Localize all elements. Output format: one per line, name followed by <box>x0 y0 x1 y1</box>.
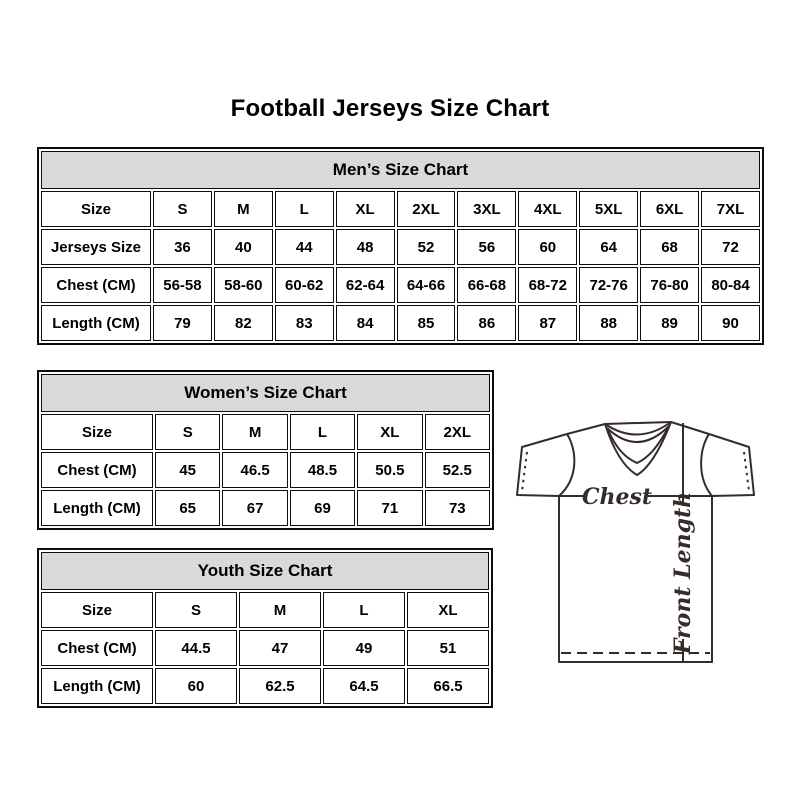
cell-value: M <box>214 191 273 227</box>
cell-value: 44.5 <box>155 630 237 666</box>
cell-value: S <box>155 414 220 450</box>
cell-value: 56 <box>457 229 516 265</box>
cell-value: 82 <box>214 305 273 341</box>
table-row <box>41 490 490 526</box>
cell-value: 85 <box>397 305 456 341</box>
cell-value: 65 <box>155 490 220 526</box>
cell-value: XL <box>336 191 395 227</box>
cell-value: 69 <box>290 490 355 526</box>
table-row <box>41 191 760 227</box>
cell-value: L <box>290 414 355 450</box>
cell-value: 89 <box>640 305 699 341</box>
cell-value: 79 <box>153 305 212 341</box>
cell-value: 62-64 <box>336 267 395 303</box>
cell-value: M <box>239 592 321 628</box>
cell-value: XL <box>407 592 489 628</box>
cell-value: 60-62 <box>275 267 334 303</box>
cell-value: 48 <box>336 229 395 265</box>
cell-value: S <box>153 191 212 227</box>
cell-value: 3XL <box>457 191 516 227</box>
cell-value: 88 <box>579 305 638 341</box>
row-label: Length (CM) <box>41 668 153 704</box>
cell-value: 36 <box>153 229 212 265</box>
cell-value: 83 <box>275 305 334 341</box>
cell-value: 60 <box>155 668 237 704</box>
cell-value: 2XL <box>397 191 456 227</box>
table-title: Women’s Size Chart <box>41 374 490 412</box>
cell-value: 50.5 <box>357 452 422 488</box>
jersey-diagram-svg <box>504 410 766 672</box>
table-row <box>41 452 490 488</box>
cell-value: 64-66 <box>397 267 456 303</box>
cell-value: S <box>155 592 237 628</box>
row-label: Chest (CM) <box>41 630 153 666</box>
cell-value: 6XL <box>640 191 699 227</box>
row-label: Length (CM) <box>41 305 151 341</box>
cell-value: 87 <box>518 305 577 341</box>
cell-value: 7XL <box>701 191 760 227</box>
youth-size-table <box>37 548 493 708</box>
cell-value: 68 <box>640 229 699 265</box>
right-cuff-stitch <box>744 452 749 491</box>
front-length-label: Front Length <box>670 491 696 655</box>
jersey-measurement-diagram <box>504 410 766 672</box>
cell-value: L <box>323 592 405 628</box>
table-row <box>41 668 489 704</box>
cell-value: 56-58 <box>153 267 212 303</box>
table-row <box>41 229 760 265</box>
cell-value: M <box>222 414 287 450</box>
cell-value: XL <box>357 414 422 450</box>
table-row <box>41 267 760 303</box>
cell-value: 4XL <box>518 191 577 227</box>
cell-value: 62.5 <box>239 668 321 704</box>
table-row <box>41 630 489 666</box>
cell-value: 76-80 <box>640 267 699 303</box>
cell-value: 66.5 <box>407 668 489 704</box>
cell-value: 2XL <box>425 414 490 450</box>
left-sleeve-seam <box>559 434 574 496</box>
cell-value: 72-76 <box>579 267 638 303</box>
table-row <box>41 414 490 450</box>
cell-value: 58-60 <box>214 267 273 303</box>
row-label: Chest (CM) <box>41 267 151 303</box>
table-row <box>41 305 760 341</box>
cell-value: 67 <box>222 490 287 526</box>
page-title: Football Jerseys Size Chart <box>230 95 550 122</box>
table-title-row <box>41 552 489 590</box>
table-title-row <box>41 374 490 412</box>
row-label: Chest (CM) <box>41 452 153 488</box>
cell-value: 60 <box>518 229 577 265</box>
cell-value: 66-68 <box>457 267 516 303</box>
cell-value: 90 <box>701 305 760 341</box>
cell-value: 48.5 <box>290 452 355 488</box>
row-label: Length (CM) <box>41 490 153 526</box>
cell-value: 49 <box>323 630 405 666</box>
jersey-outline <box>517 422 754 662</box>
row-label: Size <box>41 414 153 450</box>
row-label: Size <box>41 191 151 227</box>
cell-value: 47 <box>239 630 321 666</box>
cell-value: 80-84 <box>701 267 760 303</box>
table-title: Youth Size Chart <box>41 552 489 590</box>
table-row <box>41 592 489 628</box>
cell-value: 84 <box>336 305 395 341</box>
row-label: Jerseys Size <box>41 229 151 265</box>
cell-value: 52.5 <box>425 452 490 488</box>
cell-value: 46.5 <box>222 452 287 488</box>
cell-value: 86 <box>457 305 516 341</box>
cell-value: 68-72 <box>518 267 577 303</box>
womens-size-table <box>37 370 494 530</box>
row-label: Size <box>41 592 153 628</box>
cell-value: 40 <box>214 229 273 265</box>
cell-value: 64 <box>579 229 638 265</box>
table-title: Men’s Size Chart <box>41 151 760 189</box>
cell-value: 64.5 <box>323 668 405 704</box>
chest-label: Chest <box>581 484 653 510</box>
cell-value: 51 <box>407 630 489 666</box>
cell-value: 44 <box>275 229 334 265</box>
cell-value: 71 <box>357 490 422 526</box>
cell-value: 52 <box>397 229 456 265</box>
left-cuff-stitch <box>522 452 527 491</box>
cell-value: 73 <box>425 490 490 526</box>
cell-value: 72 <box>701 229 760 265</box>
cell-value: 45 <box>155 452 220 488</box>
right-sleeve-seam <box>701 434 712 496</box>
mens-size-table <box>37 147 764 345</box>
cell-value: L <box>275 191 334 227</box>
cell-value: 5XL <box>579 191 638 227</box>
table-title-row <box>41 151 760 189</box>
